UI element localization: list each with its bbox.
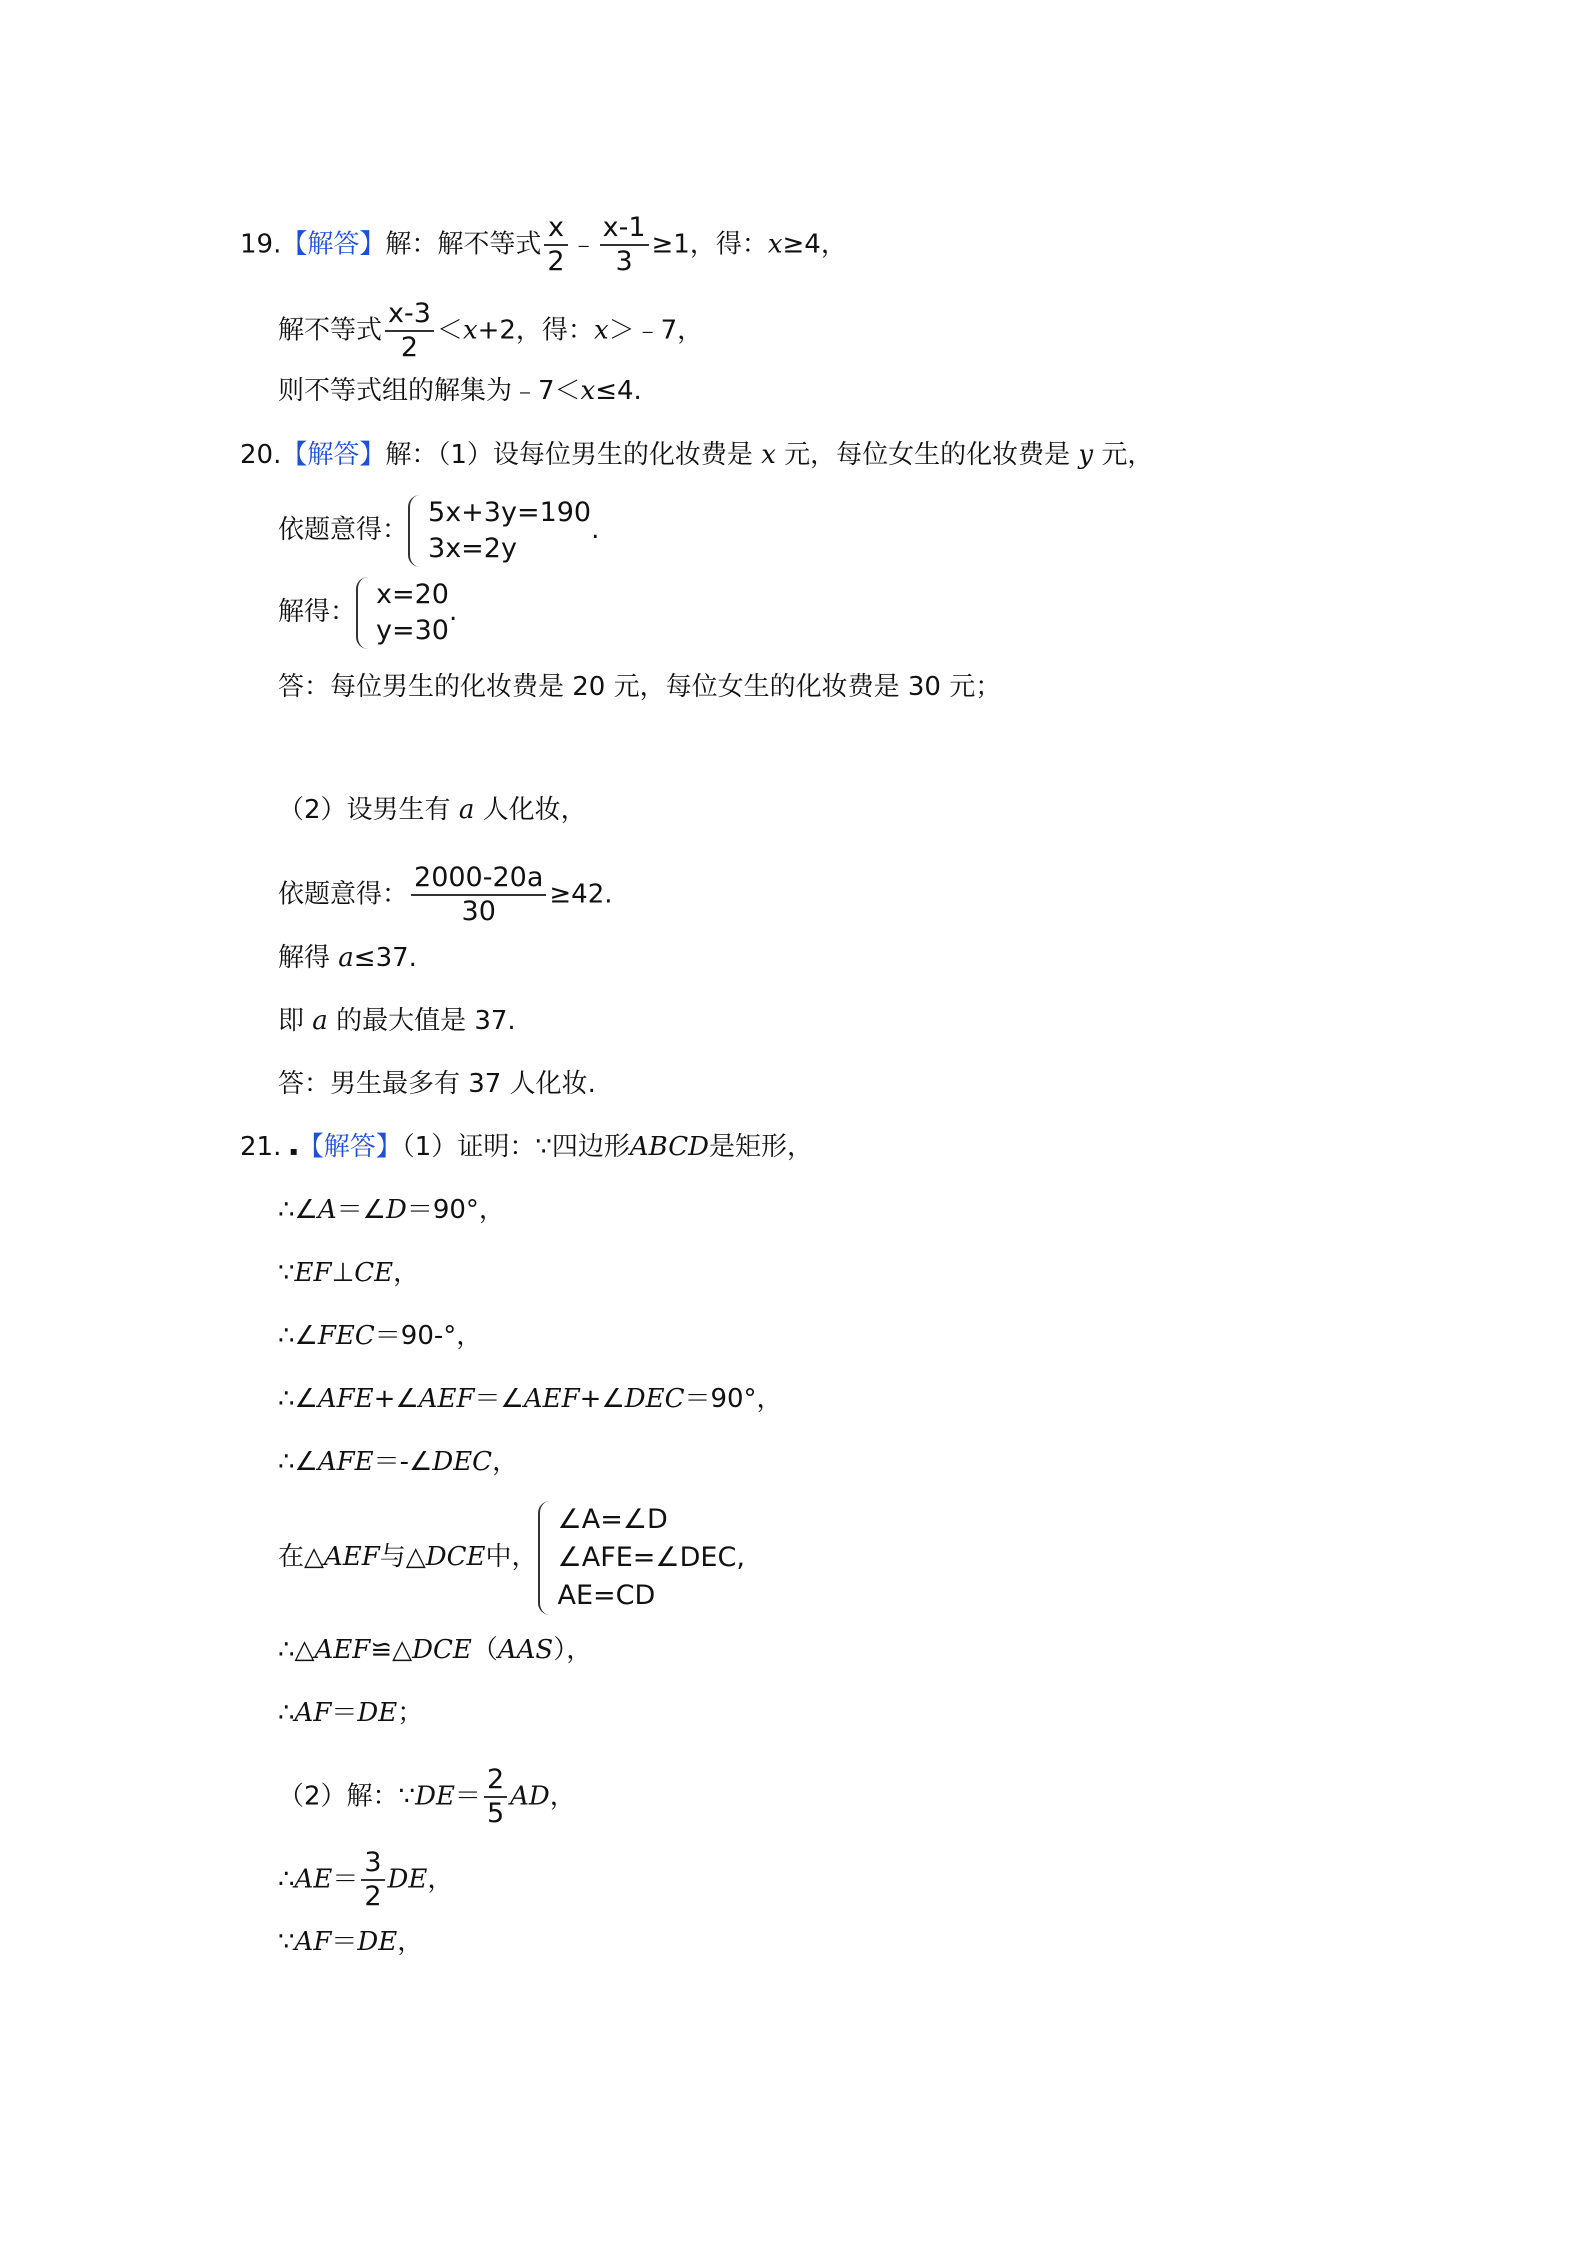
- q21-line-5: ∴∠AFE+∠AEF＝∠AEF+∠DEC＝90°，: [278, 1384, 783, 1414]
- q21-line-8: ∴△AEF≌△DCE（AAS），: [278, 1635, 593, 1665]
- q20-line-2: 依题意得： 5x+3y=190 3x=2y .: [278, 488, 599, 572]
- q19-line-3: 则不等式组的解集为﹣7＜x≤4.: [278, 376, 642, 406]
- q20-line-7: 解得 a≤37.: [278, 943, 417, 973]
- q20-line-3: 解得： x=20 y=30 .: [278, 570, 457, 654]
- equation-system: x=20 y=30: [356, 577, 449, 649]
- fraction: $\frac{2}{5}$: [484, 1764, 507, 1830]
- q21-line-11: ∴AE＝ $\frac{3}{2}$ DE，: [278, 1847, 454, 1912]
- fraction: $\frac{x-3}{2}$: [385, 298, 434, 364]
- q21-line-9: ∴AF＝DE；: [278, 1698, 424, 1728]
- q20-line-9: 答：男生最多有 37 人化妆.: [278, 1069, 596, 1099]
- q20-line-6: 依题意得： $\frac{2000-20a}{30}$ ≥42.: [278, 862, 613, 927]
- brace: [408, 495, 422, 567]
- question-number: 21.: [240, 1132, 282, 1162]
- question-number: 20.: [240, 440, 282, 470]
- q21-line-1: 21. ▪【解答】（1）证明：∵四边形ABCD是矩形，: [240, 1132, 813, 1162]
- q21-line-3: ∵EF⊥CE，: [278, 1258, 420, 1288]
- answer-tag: 【解答】: [297, 1132, 402, 1162]
- q21-line-4: ∴∠FEC＝90-°，: [278, 1321, 483, 1351]
- q20-line-1: 20.【解答】解：（1）设每位男生的化妆费是 x 元，每位女生的化妆费是 y 元，: [240, 440, 1154, 470]
- q21-line-7: 在△AEF与△DCE中， ∠A=∠D ∠AFE=∠DEC, AE=CD: [278, 1494, 745, 1620]
- answer-tag: 【解答】: [281, 440, 386, 470]
- brace: [356, 577, 370, 649]
- q20-line-5: （2）设男生有 a 人化妆，: [278, 795, 587, 825]
- q21-line-12: ∵AF＝DE，: [278, 1927, 424, 1957]
- fraction: $\frac{x-1}{3}$: [600, 212, 649, 278]
- brace: [538, 1501, 552, 1615]
- fraction: $\frac{3}{2}$: [361, 1847, 384, 1913]
- question-number: 19.: [240, 229, 282, 260]
- answer-tag: 【解答】: [281, 229, 386, 260]
- fraction: $\frac{2000-20a}{30}$: [411, 862, 546, 928]
- q20-line-4: 答：每位男生的化妆费是 20 元，每位女生的化妆费是 30 元；: [278, 672, 1002, 702]
- q19-line-1: 19.【解答】解：解不等式 $\frac{x}{2}$ ﹣ $\frac{x-1}{3}$ ≥1，得：x≥4，: [240, 212, 847, 277]
- q21-line-10: （2）解：∵DE＝ $\frac{2}{5}$ AD，: [278, 1764, 576, 1829]
- congruence-conditions: ∠A=∠D ∠AFE=∠DEC, AE=CD: [538, 1501, 745, 1615]
- q21-line-6: ∴∠AFE＝-∠DEC，: [278, 1447, 519, 1477]
- fraction: $\frac{x}{2}$: [544, 212, 567, 278]
- q19-line-2: 解不等式 $\frac{x-3}{2}$ ＜x+2，得：x＞﹣7，: [278, 298, 704, 363]
- equation-system: 5x+3y=190 3x=2y: [408, 495, 591, 567]
- q21-line-2: ∴∠A＝∠D＝90°，: [278, 1195, 505, 1225]
- q20-line-8: 即 a 的最大值是 37.: [278, 1006, 516, 1036]
- bullet-mark: ▪: [289, 1144, 298, 1158]
